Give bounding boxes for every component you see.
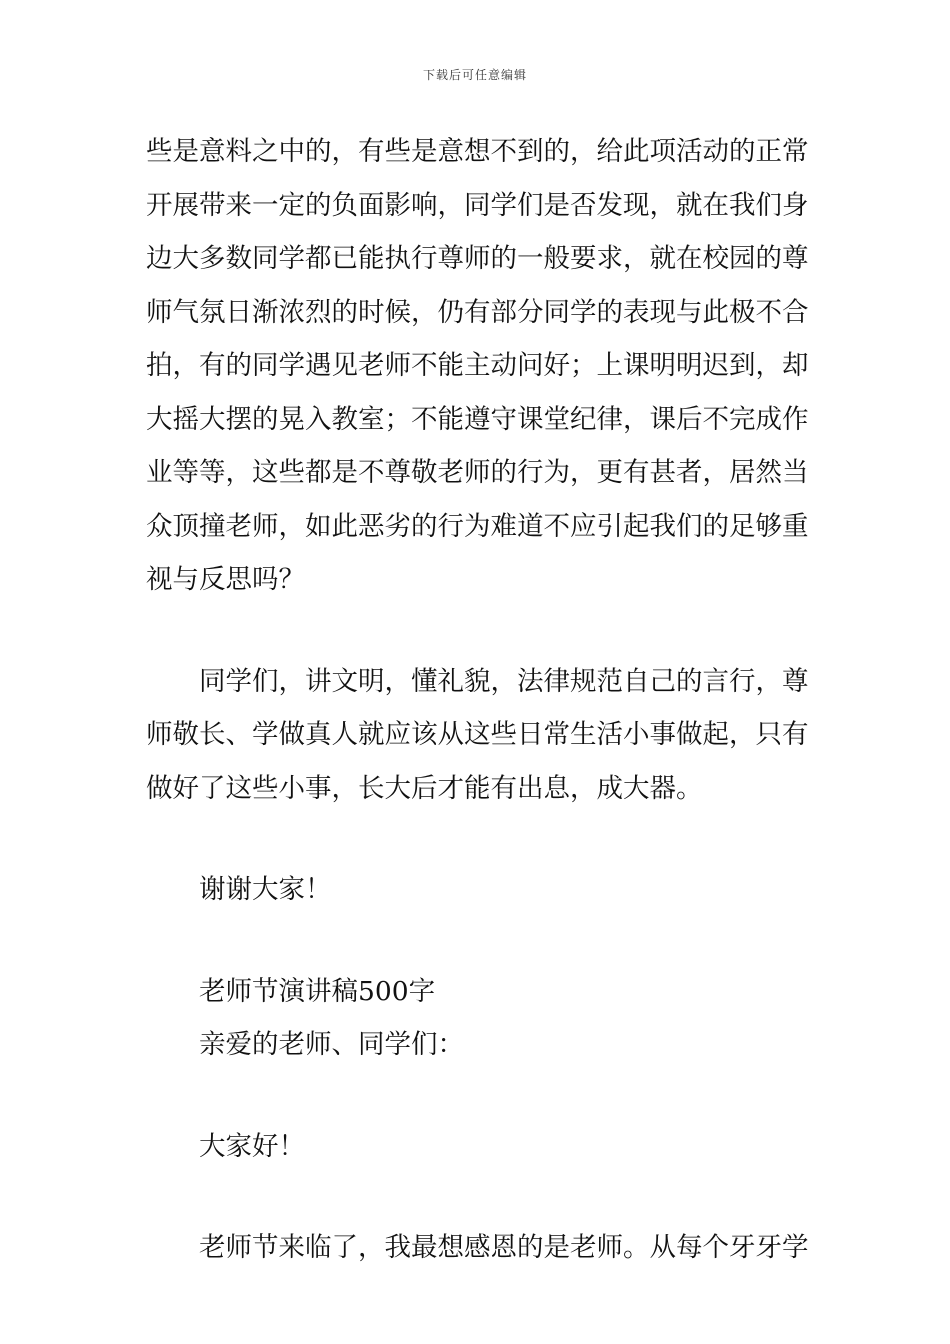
text-line: 做好了这些小事，长大后才能有出息，成大器。 — [146, 772, 703, 804]
text-line: 视与反思吗？ — [146, 564, 305, 595]
salutation: 亲爱的老师、同学们： — [199, 1029, 464, 1060]
document-body — [146, 125, 808, 1275]
text-line: 老师节来临了，我最想感恩的是老师。从每个牙牙学 — [199, 1232, 809, 1263]
text-line: 师敬长、学做真人就应该从这些日常生活小事做起，只有 — [146, 719, 809, 750]
paragraph-spacer — [146, 1072, 808, 1120]
paragraph-2 — [146, 655, 808, 816]
paragraph-spacer — [146, 607, 808, 655]
paragraph-spacer — [146, 815, 808, 863]
text-line: 拍，有的同学遇见老师不能主动问好；上课明明迟到，却 — [146, 350, 809, 381]
text-line: 师气氛日渐浓烈的时候，仍有部分同学的表现与此极不合 — [146, 296, 809, 328]
text-line: 同学们，讲文明，懂礼貌，法律规范自己的言行，尊 — [199, 665, 809, 697]
paragraph-thanks — [146, 863, 808, 917]
page-header-note: 下载后可任意编辑 — [422, 68, 527, 82]
paragraph-title-and-salutation — [146, 965, 808, 1072]
paragraph-1 — [146, 125, 808, 607]
text-line: 些是意料之中的，有些是意想不到的，给此项活动的正常 — [146, 136, 809, 167]
text-line: 大摇大摆的晃入教室；不能遵守课堂纪律，课后不完成作 — [146, 403, 809, 435]
text-line: 大家好！ — [199, 1130, 305, 1162]
text-line: 业等等，这些都是不尊敬老师的行为，更有甚者，居然当 — [146, 457, 809, 488]
text-line: 谢谢大家！ — [199, 874, 332, 905]
text-line: 开展带来一定的负面影响，同学们是否发现，就在我们身 — [146, 189, 809, 221]
text-line: 边大多数同学都已能执行尊师的一般要求，就在校园的尊 — [146, 243, 809, 274]
paragraph-spacer — [146, 917, 808, 965]
text-line: 众顶撞老师，如此恶劣的行为难道不应引起我们的足够重 — [146, 510, 809, 542]
paragraph-greeting — [146, 1120, 808, 1174]
paragraph-spacer — [146, 1173, 808, 1221]
section-title: 老师节演讲稿500字 — [199, 975, 436, 1007]
paragraph-3 — [146, 1221, 808, 1275]
